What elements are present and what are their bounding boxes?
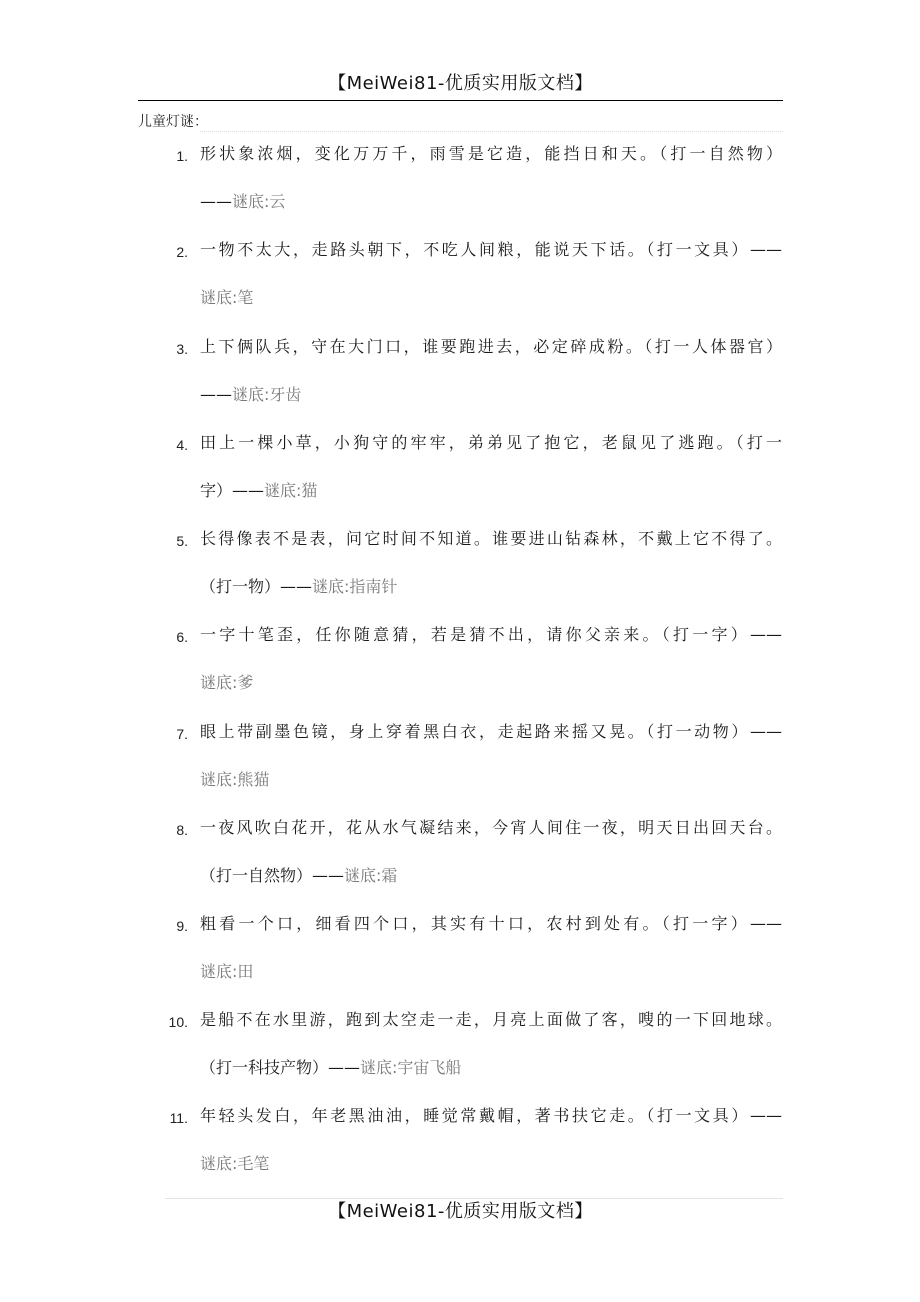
answer-prefix: —— bbox=[200, 385, 232, 404]
riddle-answer-line bbox=[200, 1153, 782, 1175]
riddle-answer-line bbox=[200, 576, 782, 598]
riddle-answer: 谜底:笔 bbox=[200, 288, 254, 307]
riddle-text: 形状象浓烟，变化万万千，雨雪是它造，能挡日和天。（打一自然物） bbox=[200, 144, 782, 163]
riddle-answer: 谜底:爹 bbox=[200, 673, 254, 692]
riddle-text: 眼上带副墨色镜，身上穿着黑白衣，走起路来摇又晃。（打一动物）—— bbox=[200, 722, 782, 741]
page-header bbox=[138, 70, 783, 101]
doc-title: 儿童灯谜： bbox=[138, 114, 208, 130]
riddle-text: 是船不在水里游，跑到太空走一走，月亮上面做了客，嗖的一下回地球。 bbox=[200, 1010, 782, 1029]
riddle-answer: 谜底:猫 bbox=[264, 481, 318, 500]
riddle-answer: 谜底:宇宙飞船 bbox=[360, 1058, 462, 1077]
riddle-answer-line bbox=[200, 480, 782, 502]
riddle-answer: 谜底:牙齿 bbox=[232, 385, 302, 404]
riddle-number: 8. bbox=[176, 822, 188, 838]
title-divider bbox=[200, 131, 783, 132]
riddle-answer-line bbox=[200, 384, 782, 406]
riddle-answer: 谜底:霜 bbox=[344, 866, 398, 885]
riddle-number: 1. bbox=[176, 148, 188, 164]
riddle-text: 上下俩队兵，守在大门口，谁要跑进去，必定碎成粉。（打一人体器官） bbox=[200, 337, 782, 356]
answer-prefix: 字）—— bbox=[200, 481, 265, 500]
riddle-number: 11. bbox=[169, 1110, 188, 1126]
riddle-number: 3. bbox=[176, 341, 188, 357]
header-text: 【MeiWei81-优质实用版文档】 bbox=[328, 73, 593, 94]
answer-prefix: —— bbox=[200, 192, 232, 211]
riddle-answer: 谜底:指南针 bbox=[312, 577, 398, 596]
answer-prefix: （打一科技产物）—— bbox=[200, 1058, 361, 1077]
riddle-text: 粗看一个口，细看四个口，其实有十口，农村到处有。（打一字）—— bbox=[200, 914, 782, 933]
riddle-text: 一物不太大，走路头朝下，不吃人间粮，能说天下话。（打一文具）—— bbox=[200, 240, 782, 259]
riddle-number: 7. bbox=[176, 726, 188, 742]
riddle-number: 2. bbox=[176, 244, 188, 260]
riddle-text: 年轻头发白，年老黑油油，睡觉常戴帽，著书扶它走。（打一文具）—— bbox=[200, 1106, 782, 1125]
riddle-answer-line bbox=[200, 961, 782, 983]
page-footer: 【MeiWei81-优质实用版文档】 bbox=[328, 1201, 593, 1222]
riddle-number: 5. bbox=[176, 533, 188, 549]
answer-prefix: （打一自然物）—— bbox=[200, 866, 345, 885]
riddle-answer-line bbox=[200, 769, 782, 791]
riddle-answer: 谜底:熊猫 bbox=[200, 770, 270, 789]
riddle-text: 一夜风吹白花开，花从水气凝结来，今宵人间住一夜，明天日出回天台。 bbox=[200, 818, 782, 837]
riddle-number: 9. bbox=[176, 918, 188, 934]
riddle-text: 一字十笔歪，任你随意猜，若是猜不出，请你父亲来。（打一字）—— bbox=[200, 625, 782, 644]
riddle-number: 10. bbox=[168, 1014, 188, 1030]
riddle-answer: 谜底:云 bbox=[232, 192, 286, 211]
riddle-answer: 谜底:田 bbox=[200, 962, 254, 981]
riddle-number: 4. bbox=[176, 437, 188, 453]
answer-prefix: （打一物）—— bbox=[200, 577, 313, 596]
riddle-text: 田上一棵小草，小狗守的牢牢，弟弟见了抱它，老鼠见了逃跑。（打一 bbox=[200, 433, 782, 452]
riddle-answer-line bbox=[200, 672, 782, 694]
riddle-answer: 谜底:毛笔 bbox=[200, 1154, 270, 1173]
riddle-text: 长得像表不是表，问它时间不知道。谁要进山钻森林，不戴上它不得了。 bbox=[200, 529, 782, 548]
riddle-number: 6. bbox=[176, 629, 188, 645]
riddle-answer-line bbox=[200, 191, 782, 213]
riddle-answer-line bbox=[200, 865, 782, 887]
riddle-answer-line bbox=[200, 287, 782, 309]
riddle-answer-line bbox=[200, 1057, 782, 1079]
